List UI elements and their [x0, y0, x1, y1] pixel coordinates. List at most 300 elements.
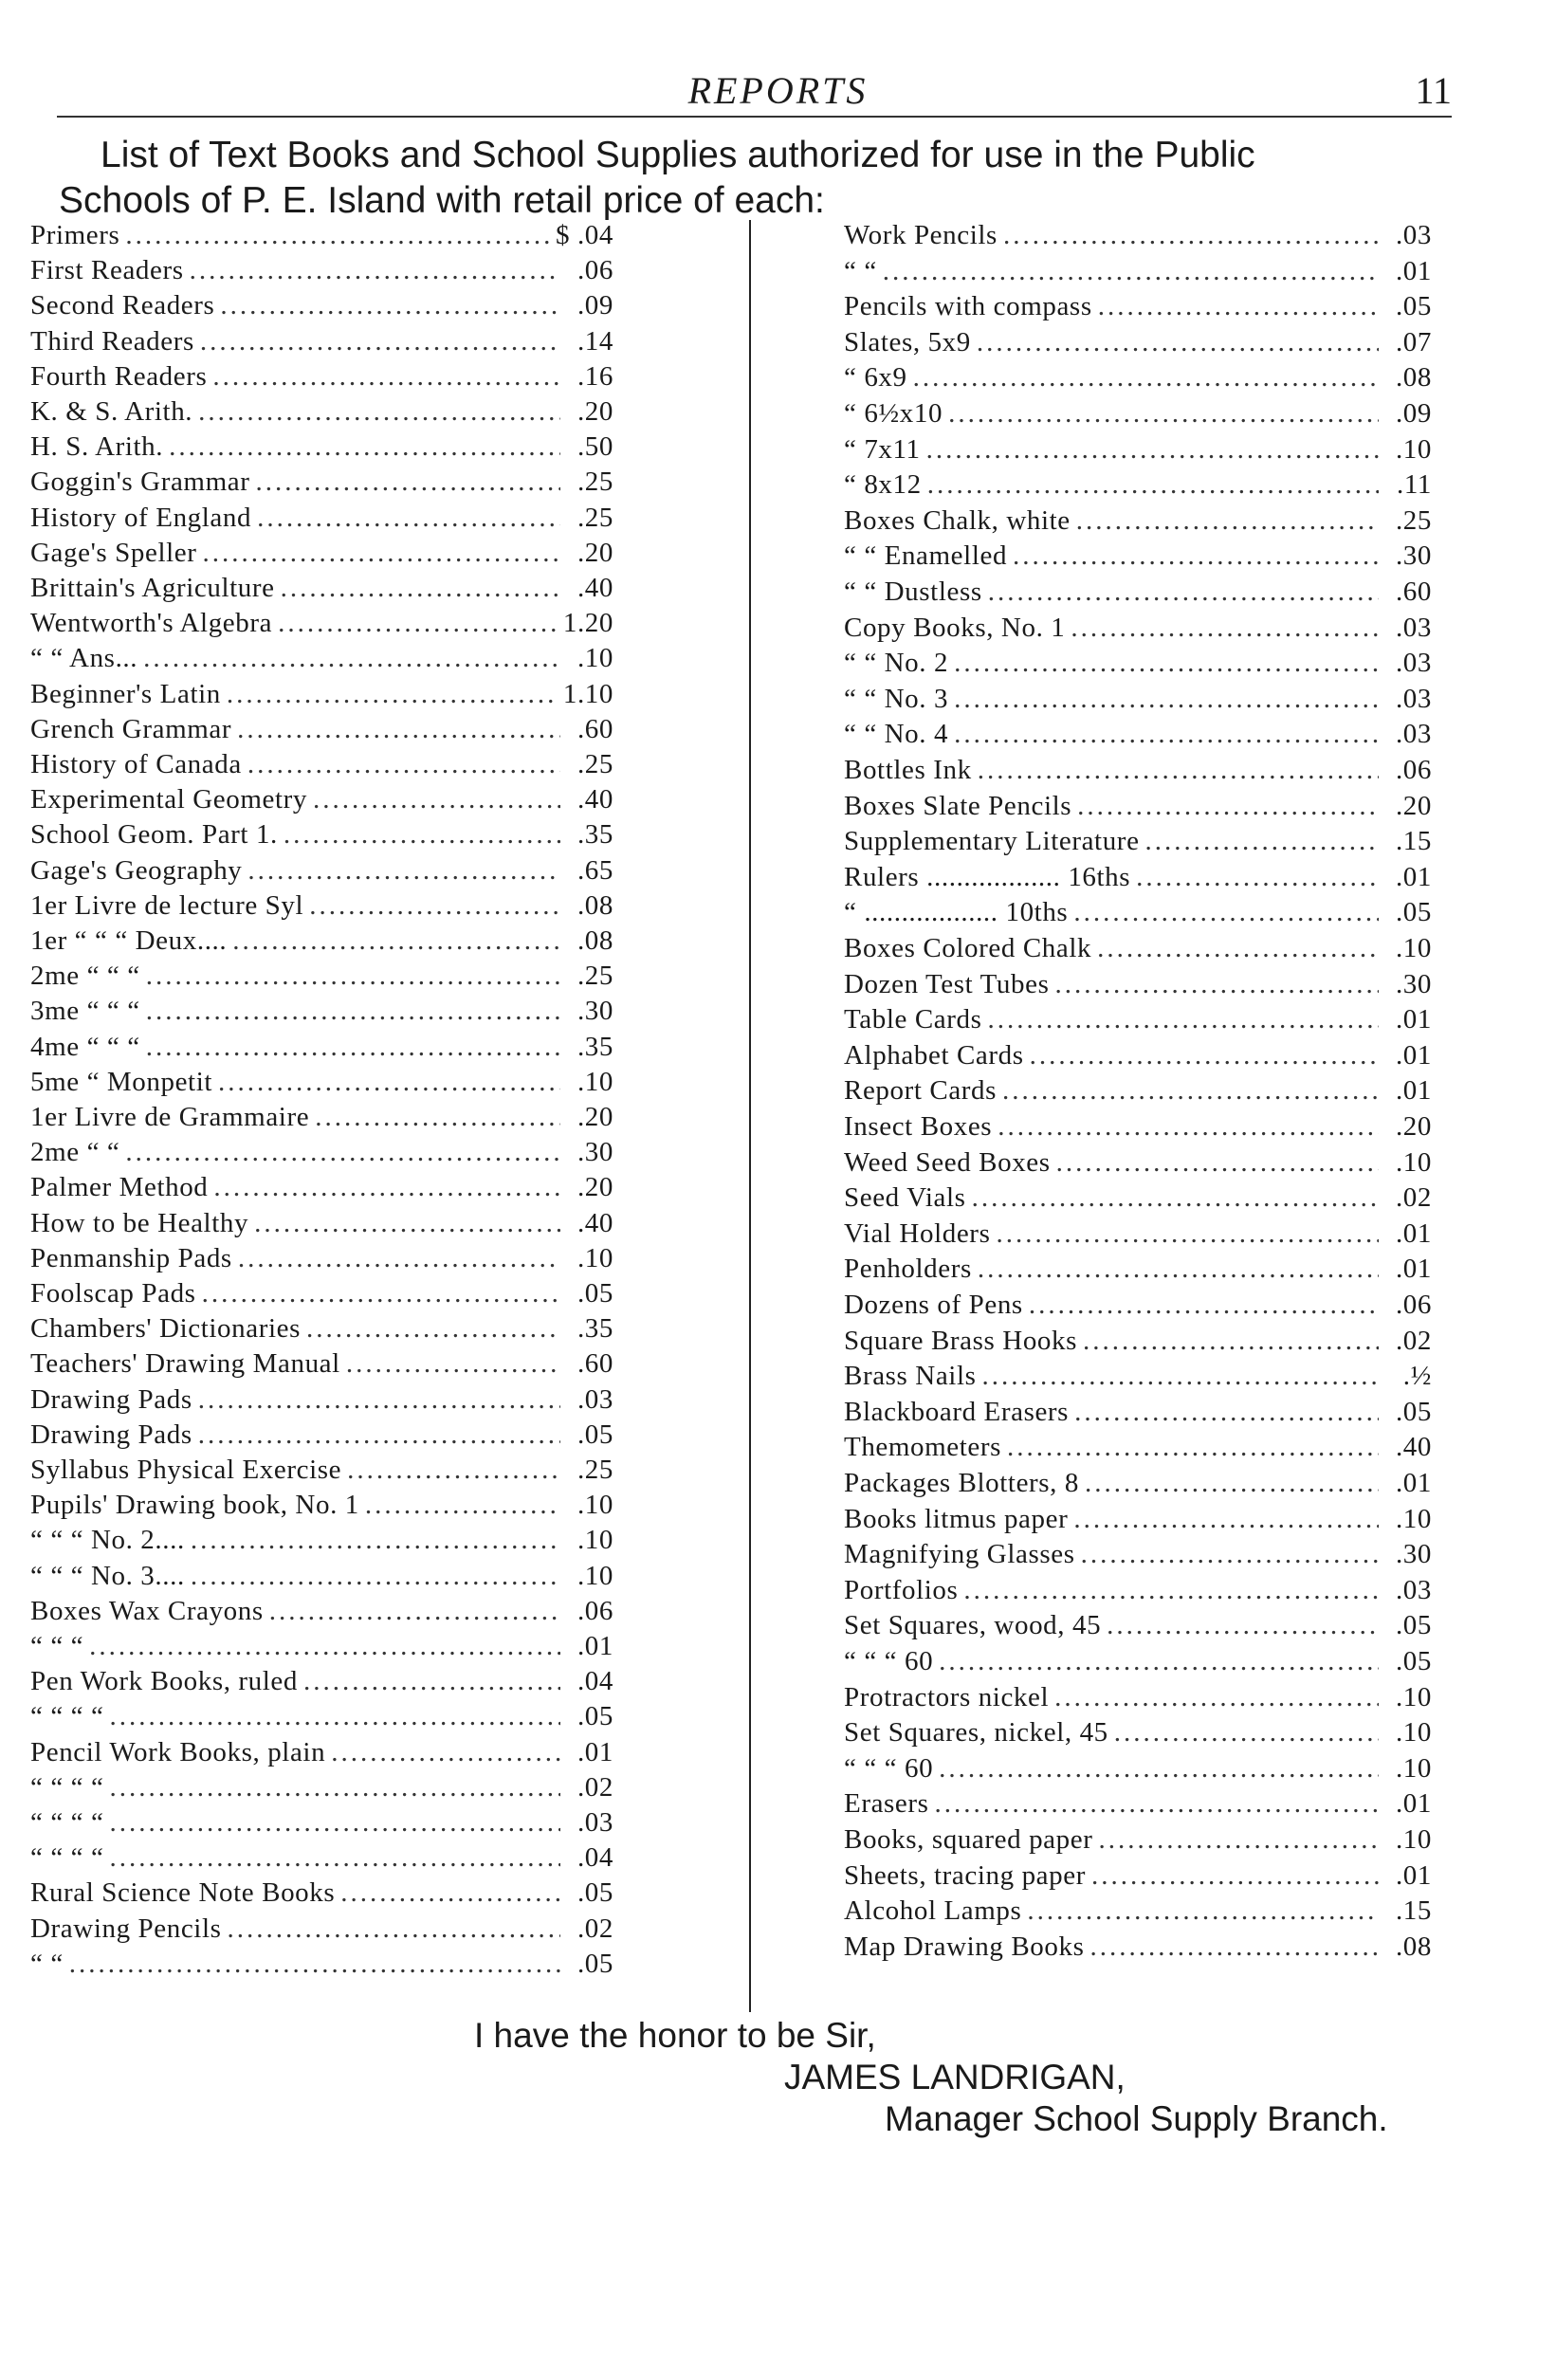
item-label: Brass Nails: [844, 1361, 977, 1392]
price-list-item: [30, 396, 613, 430]
item-price: .05: [1395, 291, 1432, 322]
dot-leader: [125, 1137, 560, 1168]
price-list-item: [30, 1032, 613, 1066]
item-label: Alphabet Cards: [844, 1039, 1024, 1071]
price-list-item: [844, 862, 1432, 896]
price-list-item: [844, 1682, 1432, 1716]
dot-leader: [1027, 1895, 1379, 1927]
price-list-item: [30, 643, 613, 677]
item-price: .10: [1395, 933, 1432, 963]
item-price: .09: [577, 290, 613, 321]
price-list-item: [844, 1218, 1432, 1253]
item-label: Rulers .................. 16ths: [844, 861, 1131, 892]
price-list-item: [844, 826, 1432, 860]
item-price: .10: [1395, 1752, 1432, 1784]
item-label: Books, squared paper: [844, 1824, 1093, 1855]
item-label: Foolscap Pads: [30, 1278, 196, 1309]
dot-leader: [954, 719, 1379, 750]
price-list-item: [30, 749, 613, 783]
item-label: “ “ Dustless: [844, 577, 982, 607]
price-list-item: [30, 467, 613, 501]
item-price: .03: [1395, 612, 1432, 643]
item-price: .03: [577, 1383, 613, 1415]
item-label: Erasers: [844, 1788, 929, 1820]
price-list-item: [30, 1067, 613, 1101]
price-list-item: [30, 925, 613, 960]
price-list-item: [844, 540, 1432, 575]
item-price: .03: [1395, 1574, 1432, 1605]
item-label: History of Canada: [30, 749, 242, 779]
price-list-item: [30, 1208, 613, 1242]
dot-leader: [109, 1842, 560, 1874]
item-price: .25: [577, 961, 613, 992]
price-list-item: [844, 1361, 1432, 1395]
item-label: Weed Seed Boxes: [844, 1146, 1051, 1178]
item-price: .10: [1395, 1146, 1432, 1178]
item-label: “ 6½x10: [844, 398, 943, 429]
item-label: Fourth Readers: [30, 360, 208, 392]
item-label: Books litmus paper: [844, 1503, 1069, 1534]
price-list-item: [30, 679, 613, 713]
price-list-item: [844, 897, 1432, 931]
item-price: .40: [1395, 1432, 1432, 1463]
price-list-item: [30, 784, 613, 818]
dot-leader: [1074, 1397, 1379, 1428]
item-price: .25: [577, 467, 613, 498]
item-label: Set Squares, wood, 45: [844, 1610, 1102, 1641]
dot-leader: [69, 1949, 560, 1980]
dot-leader: [190, 255, 560, 286]
dot-leader: [247, 749, 560, 780]
intro-line-1: List of Text Books and School Supplies authorized for use in the Public: [101, 135, 1255, 175]
item-price: .25: [577, 502, 613, 533]
item-label: “ .................. 10ths: [844, 897, 1069, 928]
price-list-item: [30, 1243, 613, 1277]
item-price: .02: [577, 1913, 613, 1944]
dot-leader: [1029, 1290, 1379, 1321]
price-list-item: [844, 684, 1432, 718]
item-price: .10: [1395, 1824, 1432, 1855]
price-list-item: [30, 1137, 613, 1171]
item-price: .15: [1395, 826, 1432, 857]
item-price: .65: [577, 854, 613, 886]
item-label: Pupils' Drawing book, No. 1: [30, 1490, 359, 1521]
item-label: How to be Healthy: [30, 1207, 249, 1238]
item-price: 1.10: [562, 678, 613, 709]
item-label: Boxes Slate Pencils: [844, 790, 1072, 821]
signatory-title: Manager School Supply Branch.: [885, 2099, 1388, 2138]
price-list-item: [844, 1646, 1432, 1680]
price-list-item: [844, 1931, 1432, 1966]
item-price: .35: [577, 1313, 613, 1345]
item-label: Gage's Geography: [30, 854, 243, 886]
item-label: Primers: [30, 220, 120, 250]
dot-leader: [232, 925, 560, 957]
item-price: .40: [577, 784, 613, 815]
item-label: “ 7x11: [844, 433, 921, 465]
item-label: 1er “ “ “ Deux....: [30, 925, 228, 956]
price-list-item: [844, 1539, 1432, 1573]
dot-leader: [238, 1243, 560, 1274]
column-divider: [749, 220, 751, 2012]
price-list-item: [844, 505, 1432, 540]
item-label: 4me “ “ “: [30, 1031, 140, 1062]
price-list-item: [844, 1575, 1432, 1609]
price-list-item: [844, 648, 1432, 682]
price-list-item: [30, 1737, 613, 1771]
dot-leader: [109, 1701, 560, 1732]
price-list-item: [844, 791, 1432, 825]
dot-leader: [202, 1278, 560, 1309]
dot-leader: [309, 890, 560, 922]
item-label: “ “ “ “: [30, 1701, 104, 1732]
item-price: .10: [1395, 1503, 1432, 1534]
dot-leader: [978, 755, 1379, 786]
item-price: .15: [1395, 1895, 1432, 1927]
page-number: 11: [1415, 69, 1452, 112]
item-price: .30: [577, 1137, 613, 1168]
item-label: Seed Vials: [844, 1182, 966, 1214]
item-label: Portfolios: [844, 1574, 959, 1605]
item-price: .35: [577, 819, 613, 851]
price-list-item: [844, 291, 1432, 325]
item-label: “ “ “ 60: [844, 1752, 934, 1784]
dot-leader: [247, 855, 560, 887]
item-price: .05: [577, 1419, 613, 1450]
price-list-item: [844, 1753, 1432, 1787]
item-price: .03: [1395, 719, 1432, 750]
item-label: Themometers: [844, 1432, 1002, 1463]
price-list-item: [30, 503, 613, 537]
item-price: .35: [577, 1031, 613, 1062]
dot-leader: [281, 573, 560, 604]
item-price: .25: [577, 1455, 613, 1485]
item-label: Experimental Geometry: [30, 784, 308, 815]
item-label: First Readers: [30, 255, 184, 286]
intro-line-2: Schools of P. E. Island with retail price of each:: [59, 180, 825, 221]
item-price: .40: [577, 573, 613, 603]
item-label: K. & S. Arith.: [30, 396, 193, 427]
dot-leader: [1013, 540, 1379, 572]
item-label: Dozens of Pens: [844, 1290, 1023, 1320]
item-label: Pencils with compass: [844, 291, 1092, 322]
item-price: .11: [1397, 469, 1432, 501]
dot-leader: [926, 434, 1379, 466]
price-list-item: [30, 1348, 613, 1382]
item-label: Pen Work Books, ruled: [30, 1666, 298, 1697]
price-list-item: [30, 1419, 613, 1454]
item-label: Copy Books, No. 1: [844, 612, 1066, 643]
item-price: .03: [1395, 648, 1432, 679]
price-list-item: [30, 326, 613, 360]
dot-leader: [269, 1596, 560, 1627]
item-price: .10: [577, 1525, 613, 1556]
dot-leader: [1073, 897, 1379, 928]
item-price: .30: [1395, 968, 1432, 999]
price-list-item: [844, 1111, 1432, 1145]
item-price: .25: [1395, 504, 1432, 536]
price-list-item: [844, 327, 1432, 361]
price-list-item: [30, 290, 613, 324]
item-price: .20: [577, 396, 613, 427]
price-list-item: [30, 1631, 613, 1665]
price-list-item: [844, 1432, 1432, 1466]
price-list-item: [30, 1455, 613, 1489]
running-header-title: REPORTS: [687, 69, 869, 112]
dot-leader: [1054, 1682, 1379, 1713]
item-label: Boxes Chalk, white: [844, 504, 1071, 536]
price-list-item: [844, 220, 1432, 254]
item-label: “ 6x9: [844, 362, 907, 394]
item-label: Alcohol Lamps: [844, 1895, 1022, 1927]
price-list-item: [844, 1824, 1432, 1858]
dot-leader: [347, 1455, 560, 1486]
dot-leader: [1055, 969, 1380, 1000]
dot-leader: [284, 819, 560, 851]
item-price: .20: [577, 1172, 613, 1203]
item-price: .06: [1395, 755, 1432, 785]
dot-leader: [963, 1575, 1379, 1606]
dot-leader: [1091, 1860, 1379, 1892]
item-label: Pencil Work Books, plain: [30, 1736, 326, 1767]
item-price: .30: [1395, 540, 1432, 572]
dot-leader: [237, 714, 560, 745]
price-list-item: [30, 714, 613, 748]
item-price: .08: [1395, 1931, 1432, 1962]
price-list-item: [844, 256, 1432, 290]
item-label: Work Pencils: [844, 220, 998, 250]
item-price: .10: [577, 1490, 613, 1521]
dot-leader: [883, 256, 1379, 287]
price-list-item: [30, 996, 613, 1030]
dot-leader: [313, 784, 560, 815]
item-label: Syllabus Physical Exercise: [30, 1455, 342, 1485]
item-price: .04: [577, 1842, 613, 1874]
dot-leader: [1076, 505, 1379, 537]
item-label: “ “ “ “: [30, 1842, 104, 1874]
dot-leader: [1077, 791, 1379, 822]
left-price-list: [30, 220, 613, 2012]
price-list-item: [30, 1877, 613, 1912]
item-label: 5me “ Monpetit: [30, 1066, 213, 1097]
dot-leader: [257, 503, 560, 534]
dot-leader: [1003, 220, 1379, 251]
item-label: School Geom. Part 1.: [30, 819, 278, 851]
price-list-item: [30, 573, 613, 607]
item-label: Sheets, tracing paper: [844, 1859, 1086, 1891]
dot-leader: [1145, 826, 1379, 857]
item-price: .04: [577, 1666, 613, 1697]
dot-leader: [365, 1490, 560, 1521]
item-price: .07: [1395, 326, 1432, 357]
item-price: .01: [1395, 255, 1432, 286]
item-label: Dozen Test Tubes: [844, 968, 1050, 999]
item-label: Supplementary Literature: [844, 826, 1140, 857]
item-price: .01: [1395, 1217, 1432, 1249]
price-list-item: [30, 1172, 613, 1206]
item-price: .01: [1395, 1075, 1432, 1107]
price-list-item: [30, 1102, 613, 1136]
item-label: Teachers' Drawing Manual: [30, 1348, 340, 1380]
dot-leader: [1083, 1326, 1379, 1357]
dot-leader: [1097, 933, 1379, 964]
item-label: Protractors nickel: [844, 1681, 1050, 1712]
price-list-item: [844, 469, 1432, 503]
dot-leader: [255, 467, 560, 498]
price-list-item: [30, 255, 613, 289]
item-price: .30: [1395, 1539, 1432, 1570]
price-list-item: [30, 1384, 613, 1419]
price-list-item: [844, 969, 1432, 1003]
item-label: Third Readers: [30, 325, 194, 357]
price-list-item: [844, 398, 1432, 432]
dot-leader: [948, 398, 1379, 430]
price-list-item: [844, 1504, 1432, 1538]
item-label: Blackboard Erasers: [844, 1396, 1070, 1427]
dot-leader: [109, 1807, 560, 1839]
item-price: .03: [1395, 220, 1432, 250]
item-label: Palmer Method: [30, 1172, 209, 1203]
price-list-item: [844, 1468, 1432, 1502]
price-list-item: [30, 1666, 613, 1700]
item-price: .10: [1395, 1681, 1432, 1712]
item-label: “ “ No. 3: [844, 683, 949, 714]
item-price: .10: [577, 1066, 613, 1097]
item-label: “ “ No. 4: [844, 719, 949, 750]
closing-signature: [474, 2015, 1470, 2140]
dot-leader: [227, 679, 558, 710]
item-price: .14: [577, 325, 613, 357]
price-list-item: [30, 220, 613, 254]
header-rule: [57, 116, 1452, 118]
item-label: Beginner's Latin: [30, 678, 221, 709]
price-list-item: [844, 1326, 1432, 1360]
item-label: Packages Blotters, 8: [844, 1468, 1079, 1498]
price-list-item: [30, 961, 613, 995]
item-price: .08: [577, 889, 613, 921]
dot-leader: [1114, 1717, 1379, 1748]
item-label: Grench Grammar: [30, 713, 232, 744]
item-price: .20: [577, 537, 613, 568]
dot-leader: [331, 1737, 560, 1768]
dot-leader: [303, 1666, 560, 1697]
item-price: .01: [1395, 1859, 1432, 1891]
item-label: “ “ “ No. 2....: [30, 1525, 185, 1556]
dot-leader: [89, 1631, 560, 1662]
dot-leader: [198, 396, 560, 428]
price-list-item: [30, 1525, 613, 1559]
item-label: 1er Livre de Grammaire: [30, 1102, 310, 1132]
dot-leader: [935, 1788, 1379, 1820]
item-price: .02: [577, 1771, 613, 1803]
item-price: .20: [577, 1102, 613, 1132]
dot-leader: [198, 1384, 560, 1416]
price-list-item: [844, 933, 1432, 967]
dot-leader: [146, 996, 560, 1027]
dot-leader: [996, 1218, 1379, 1250]
item-price: .20: [1395, 1111, 1432, 1142]
dot-leader: [1081, 1539, 1379, 1570]
price-list-item: [844, 362, 1432, 396]
item-label: “ “ “ No. 3....: [30, 1560, 185, 1591]
dot-leader: [191, 1525, 560, 1556]
item-price: .05: [577, 1701, 613, 1732]
dot-leader: [1098, 1824, 1379, 1856]
item-price: .06: [577, 1595, 613, 1626]
item-price: .60: [1395, 577, 1432, 607]
price-list-item: [844, 755, 1432, 789]
item-label: Vial Holders: [844, 1217, 991, 1249]
item-label: “ “ Enamelled: [844, 540, 1008, 572]
price-list-item: [30, 361, 613, 395]
price-list-item: [844, 1182, 1432, 1217]
price-list-item: [30, 890, 613, 925]
item-label: Gage's Speller: [30, 537, 197, 568]
dot-leader: [1056, 1147, 1379, 1179]
item-label: 2me “ “: [30, 1137, 120, 1168]
dot-leader: [978, 1254, 1379, 1285]
item-label: Report Cards: [844, 1075, 998, 1107]
dot-leader: [1030, 1040, 1379, 1071]
item-label: “ “ “ 60: [844, 1646, 934, 1676]
price-list-item: [30, 608, 613, 642]
item-price: .10: [577, 643, 613, 674]
price-list-item: [30, 431, 613, 466]
item-label: Penholders: [844, 1254, 972, 1285]
item-label: Drawing Pads: [30, 1419, 192, 1450]
item-label: Second Readers: [30, 290, 215, 321]
item-label: 2me “ “ “: [30, 961, 140, 992]
item-price: .01: [577, 1736, 613, 1767]
item-label: Rural Science Note Books: [30, 1877, 336, 1909]
dot-leader: [939, 1646, 1379, 1677]
dot-leader: [169, 431, 560, 463]
item-label: Slates, 5x9: [844, 326, 971, 357]
price-list-item: [844, 1717, 1432, 1751]
item-price: .25: [577, 749, 613, 779]
item-label: “ “ “ “: [30, 1807, 104, 1838]
item-price: .01: [1395, 1004, 1432, 1035]
dot-leader: [203, 538, 561, 569]
item-price: .02: [1395, 1182, 1432, 1214]
item-label: Bottles Ink: [844, 755, 972, 785]
dot-leader: [1002, 1075, 1379, 1107]
item-price: .01: [1395, 1254, 1432, 1285]
closing-salutation: I have the honor to be Sir,: [474, 2016, 876, 2055]
item-label: Drawing Pencils: [30, 1913, 222, 1944]
dot-leader: [346, 1348, 560, 1380]
price-list-item: [844, 613, 1432, 647]
price-list-item: [30, 855, 613, 889]
dot-leader: [939, 1753, 1379, 1785]
item-price: .06: [1395, 1290, 1432, 1320]
item-price: .60: [577, 1348, 613, 1380]
item-price: .½: [1402, 1361, 1432, 1392]
item-label: 1er Livre de lecture Syl: [30, 889, 304, 921]
dot-leader: [200, 326, 560, 357]
price-list-item: [844, 577, 1432, 611]
price-list-item: [30, 1772, 613, 1806]
item-label: Map Drawing Books: [844, 1931, 1085, 1962]
price-list-item: [844, 1788, 1432, 1822]
item-label: Boxes Colored Chalk: [844, 933, 1092, 963]
price-list-item: [30, 819, 613, 853]
item-price: .10: [1395, 433, 1432, 465]
item-price: .20: [1395, 790, 1432, 821]
item-label: Chambers' Dictionaries: [30, 1313, 301, 1345]
price-list-item: [844, 1290, 1432, 1324]
intro-paragraph: [59, 133, 1462, 224]
